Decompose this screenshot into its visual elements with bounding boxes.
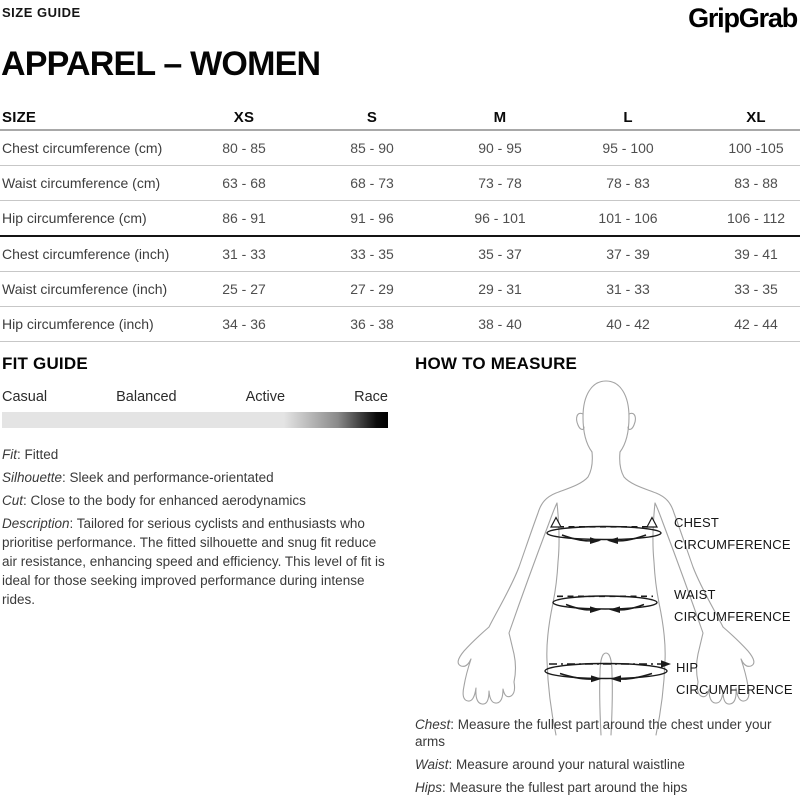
chest-circumference-label: CHEST CIRCUMFERENCE <box>674 515 791 552</box>
fit-guide-title: FIT GUIDE <box>2 354 88 373</box>
table-row <box>0 201 800 237</box>
fit-attribute-silhouette: Silhouette: Sleek and performance-orientated <box>2 470 274 485</box>
table-row <box>0 131 800 166</box>
measure-instruction-hips: Hips: Measure the fullest part around the hips <box>415 780 688 795</box>
how-to-measure-section <box>415 354 800 374</box>
size-cell: 36 - 38 <box>350 316 394 332</box>
size-cell: 40 - 42 <box>606 316 650 332</box>
size-cell: 85 - 90 <box>350 140 394 156</box>
row-label: Chest circumference (inch) <box>2 246 170 262</box>
fit-attribute-description: Description: Tailored for serious cyclists and enthusiasts who prioritise performance. The fitted silhouette and snug fit reduce air resistance, enhancing speed and efficiency. This level of fit is ideal for those seeking improved performance during intense rides. <box>2 516 385 607</box>
table-row <box>0 166 800 201</box>
size-cell: 31 - 33 <box>222 246 266 262</box>
size-table <box>0 105 800 342</box>
fit-attributes <box>2 445 388 609</box>
row-label: Chest circumference (cm) <box>2 140 163 156</box>
hip-measure-ring <box>545 660 671 682</box>
brand-logo: GripGrab <box>688 3 797 33</box>
row-label: Hip circumference (cm) <box>2 210 147 226</box>
size-cell: 68 - 73 <box>350 175 394 191</box>
waist-measure-ring <box>553 596 657 613</box>
size-cell: 80 - 85 <box>222 140 266 156</box>
how-to-measure-title: HOW TO MEASURE <box>415 354 578 373</box>
column-header-m: M <box>493 108 507 126</box>
size-cell: 25 - 27 <box>222 281 266 297</box>
size-guide-label: SIZE GUIDE <box>2 5 81 20</box>
size-cell: 42 - 44 <box>734 316 778 332</box>
column-header-l: L <box>623 108 633 126</box>
hip-circumference-label: HIP CIRCUMFERENCE <box>676 660 793 697</box>
scale-label-race: Race <box>354 389 388 405</box>
size-cell: 101 - 106 <box>598 210 658 226</box>
size-cell: 29 - 31 <box>478 281 522 297</box>
size-cell: 90 - 95 <box>478 140 522 156</box>
waist-circumference-label: WAIST CIRCUMFERENCE <box>674 587 791 624</box>
column-header-xl: XL <box>746 108 766 126</box>
size-cell: 106 - 112 <box>726 210 786 226</box>
size-cell: 63 - 68 <box>222 175 266 191</box>
fit-scale-labels <box>2 389 388 405</box>
size-cell: 34 - 36 <box>222 316 266 332</box>
size-cell: 73 - 78 <box>478 175 522 191</box>
fit-scale-gradient-bar <box>2 412 388 428</box>
fit-guide-section <box>2 354 388 613</box>
column-header-s: S <box>366 108 378 126</box>
scale-label-casual: Casual <box>2 389 48 405</box>
row-label: Waist circumference (inch) <box>2 281 168 297</box>
fit-attribute-cut: Cut: Close to the body for enhanced aerodynamics <box>2 493 306 508</box>
scale-label-active: Active <box>245 389 286 405</box>
chest-measure-ring <box>547 518 661 545</box>
size-cell: 33 - 35 <box>350 246 394 262</box>
size-cell: 33 - 35 <box>734 281 778 297</box>
column-header-xs: XS <box>233 108 255 126</box>
column-header-size: SIZE <box>2 108 37 126</box>
size-cell: 96 - 101 <box>474 210 526 226</box>
size-cell: 31 - 33 <box>606 281 650 297</box>
size-cell: 100 -105 <box>728 140 784 156</box>
size-cell: 35 - 37 <box>478 246 522 262</box>
table-row <box>0 272 800 307</box>
fit-attribute-fit: Fit: Fitted <box>2 447 59 462</box>
measure-instructions <box>415 716 800 800</box>
size-cell: 38 - 40 <box>478 316 522 332</box>
size-cell: 83 - 88 <box>734 175 778 191</box>
row-label: Hip circumference (inch) <box>2 316 154 332</box>
measure-instruction-chest: Chest: Measure the fullest part around the chest under your arms <box>415 717 772 749</box>
size-cell: 91 - 96 <box>350 210 394 226</box>
size-cell: 37 - 39 <box>606 246 650 262</box>
size-cell: 86 - 91 <box>222 210 266 226</box>
size-cell: 27 - 29 <box>350 281 394 297</box>
page-title: APPAREL – WOMEN <box>1 45 321 83</box>
measure-instruction-waist: Waist: Measure around your natural waistline <box>415 757 685 772</box>
row-label: Waist circumference (cm) <box>2 175 161 191</box>
size-cell: 95 - 100 <box>602 140 654 156</box>
size-cell: 78 - 83 <box>606 175 650 191</box>
size-cell: 39 - 41 <box>734 246 778 262</box>
scale-label-balanced: Balanced <box>116 389 177 405</box>
size-table-header <box>0 105 800 131</box>
table-row <box>0 307 800 342</box>
table-row <box>0 237 800 272</box>
